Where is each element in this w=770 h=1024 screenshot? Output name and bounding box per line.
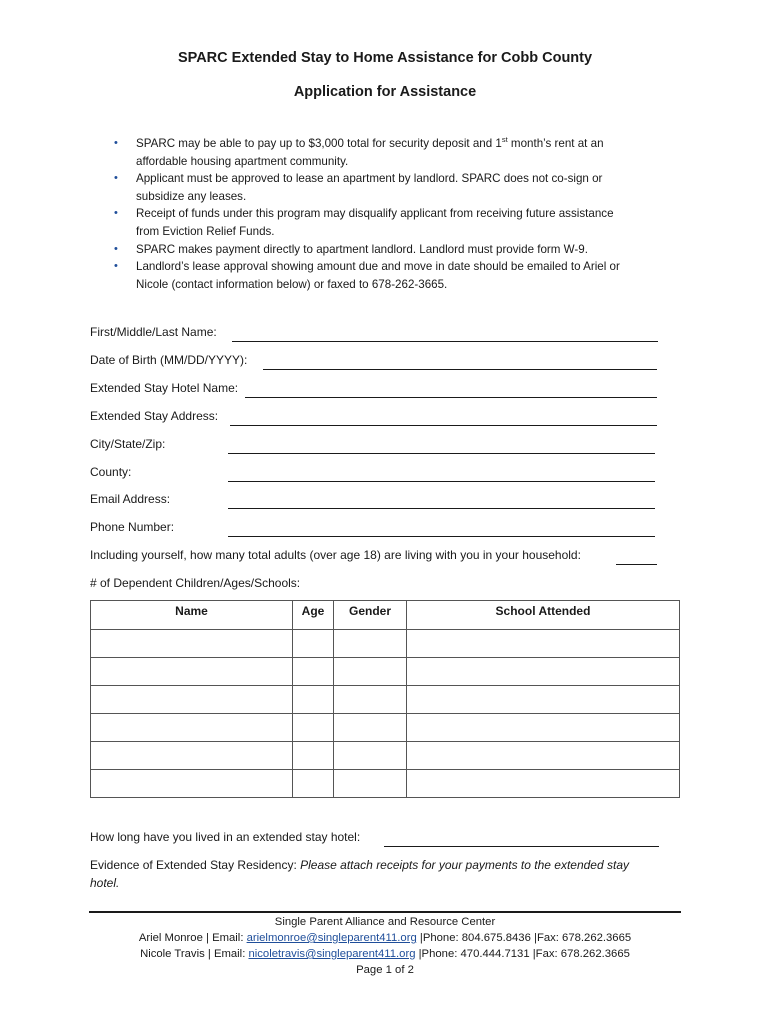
- footer-divider: [89, 911, 681, 913]
- table-row: [91, 630, 680, 658]
- adults-count-label: Including yourself, how many total adults (over age 18) are living with you in your household:: [90, 548, 581, 562]
- table-row: [91, 658, 680, 686]
- evidence-field: [90, 857, 629, 892]
- bullet-icon: •: [114, 207, 118, 220]
- document-subtitle: Application for Assistance: [293, 84, 477, 100]
- name-cell[interactable]: [91, 686, 293, 714]
- school-cell[interactable]: [407, 742, 680, 770]
- bullet-text: SPARC may be able to pay up to $3,000 total for security deposit and 1: [136, 137, 502, 150]
- dependents-table: [90, 600, 680, 798]
- bullet-text: month’s rent at an: [507, 137, 604, 150]
- contact-name-text: Nicole Travis | Email:: [140, 948, 249, 960]
- contact-phone-text: |Phone: 804.675.8436 |Fax: 678.262.3665: [416, 932, 632, 944]
- bullet-icon: •: [114, 260, 118, 273]
- evidence-note-continued: hotel.: [90, 875, 120, 890]
- dob-input-line[interactable]: [263, 369, 657, 370]
- name-label: First/Middle/Last Name:: [90, 325, 217, 339]
- bullet-item: [112, 170, 672, 205]
- footer-org-name: Single Parent Alliance and Resource Center: [274, 916, 496, 928]
- bullet-text-continued: subsidize any leases.: [136, 189, 247, 203]
- age-cell[interactable]: [293, 630, 334, 658]
- bullet-text-continued: from Eviction Relief Funds.: [136, 224, 275, 238]
- table-header-row: [91, 601, 680, 630]
- bullet-item: [112, 258, 672, 293]
- table-row: [91, 770, 680, 798]
- stay-duration-field: [90, 830, 360, 844]
- hotel-name-input-line[interactable]: [245, 397, 657, 398]
- school-cell[interactable]: [407, 686, 680, 714]
- stay-duration-input-line[interactable]: [384, 846, 659, 847]
- email-input-line[interactable]: [228, 508, 655, 509]
- name-field: [90, 325, 217, 339]
- contact-name-text: Ariel Monroe | Email:: [138, 932, 247, 944]
- school-cell[interactable]: [407, 658, 680, 686]
- name-cell[interactable]: [91, 630, 293, 658]
- dependents-heading: [90, 576, 300, 590]
- school-cell[interactable]: [407, 630, 680, 658]
- age-cell[interactable]: [293, 658, 334, 686]
- contact-phone-text: |Phone: 470.444.7131 |Fax: 678.262.3665: [415, 948, 630, 960]
- gender-cell[interactable]: [334, 630, 407, 658]
- bullet-icon: •: [114, 137, 118, 149]
- bullet-text: Landlord’s lease approval showing amount due and move in date should be emailed to Ariel or: [136, 260, 620, 274]
- adults-count-field: [90, 548, 581, 562]
- age-cell[interactable]: [293, 714, 334, 742]
- dob-field: [90, 353, 247, 367]
- gender-cell[interactable]: [334, 714, 407, 742]
- email-label: Email Address:: [90, 492, 171, 506]
- city-state-zip-label: City/State/Zip:: [90, 437, 166, 451]
- email-field: [90, 492, 170, 506]
- page-number: Page 1 of 2: [356, 964, 414, 976]
- footer-contact-nicole: [0, 948, 770, 960]
- city-state-zip-input-line[interactable]: [228, 453, 655, 454]
- bullet-text-continued: affordable housing apartment community.: [136, 154, 349, 168]
- evidence-note: Please attach receipts for your payments to the extended stay: [300, 858, 629, 872]
- county-field: [90, 465, 131, 479]
- bullet-text-continued: Nicole (contact information below) or faxed to 678-262-3665.: [136, 277, 448, 291]
- age-cell[interactable]: [293, 770, 334, 798]
- bullet-item: [112, 241, 672, 259]
- bullet-icon: •: [114, 172, 118, 185]
- name-cell[interactable]: [91, 770, 293, 798]
- hotel-name-label: Extended Stay Hotel Name:: [90, 381, 239, 395]
- school-cell[interactable]: [407, 714, 680, 742]
- bullet-icon: •: [114, 242, 118, 255]
- phone-field: [90, 520, 174, 534]
- adults-count-input-line[interactable]: [616, 564, 657, 565]
- city-state-zip-field: [90, 437, 165, 451]
- gender-cell[interactable]: [334, 658, 407, 686]
- school-cell[interactable]: [407, 770, 680, 798]
- gender-cell[interactable]: [334, 770, 407, 798]
- bullet-text: SPARC makes payment directly to apartment landlord. Landlord must provide form W-9.: [136, 242, 588, 256]
- age-cell[interactable]: [293, 686, 334, 714]
- ariel-email-link[interactable]: arielmonroe@singleparent411.org: [246, 932, 417, 944]
- superscript-text: st: [501, 135, 508, 145]
- table-row: [91, 686, 680, 714]
- column-header-gender: Gender: [334, 601, 407, 630]
- name-input-line[interactable]: [232, 341, 658, 342]
- table-row: [91, 714, 680, 742]
- gender-cell[interactable]: [334, 686, 407, 714]
- age-cell[interactable]: [293, 742, 334, 770]
- stay-duration-label: How long have you lived in an extended stay hotel:: [90, 830, 361, 844]
- footer-contact-ariel: [0, 932, 770, 944]
- column-header-age: Age: [293, 601, 334, 630]
- column-header-name: Name: [91, 601, 293, 630]
- bullet-item: [112, 135, 672, 170]
- hotel-address-field: [90, 409, 218, 423]
- bullet-item: [112, 205, 672, 240]
- phone-label: Phone Number:: [90, 520, 175, 534]
- county-label: County:: [90, 465, 132, 479]
- hotel-address-label: Extended Stay Address:: [90, 409, 219, 423]
- table-row: [91, 742, 680, 770]
- phone-input-line[interactable]: [228, 536, 655, 537]
- county-input-line[interactable]: [228, 481, 655, 482]
- document-title: SPARC Extended Stay to Home Assistance for Cobb County: [177, 50, 593, 66]
- gender-cell[interactable]: [334, 742, 407, 770]
- dependents-label: # of Dependent Children/Ages/Schools:: [90, 576, 301, 590]
- column-header-school: School Attended: [407, 601, 680, 630]
- hotel-address-input-line[interactable]: [230, 425, 657, 426]
- name-cell[interactable]: [91, 714, 293, 742]
- bullet-text: Applicant must be approved to lease an apartment by landlord. SPARC does not co-sign or: [136, 172, 603, 186]
- bullet-text: Receipt of funds under this program may disqualify applicant from receiving future assistance: [136, 207, 614, 221]
- evidence-label: Evidence of Extended Stay Residency:: [90, 858, 297, 872]
- eligibility-bullet-list: [112, 135, 672, 293]
- nicole-email-link[interactable]: nicoletravis@singleparent411.org: [248, 948, 416, 960]
- name-cell[interactable]: [91, 742, 293, 770]
- name-cell[interactable]: [91, 658, 293, 686]
- dob-label: Date of Birth (MM/DD/YYYY):: [90, 353, 248, 367]
- hotel-name-field: [90, 381, 238, 395]
